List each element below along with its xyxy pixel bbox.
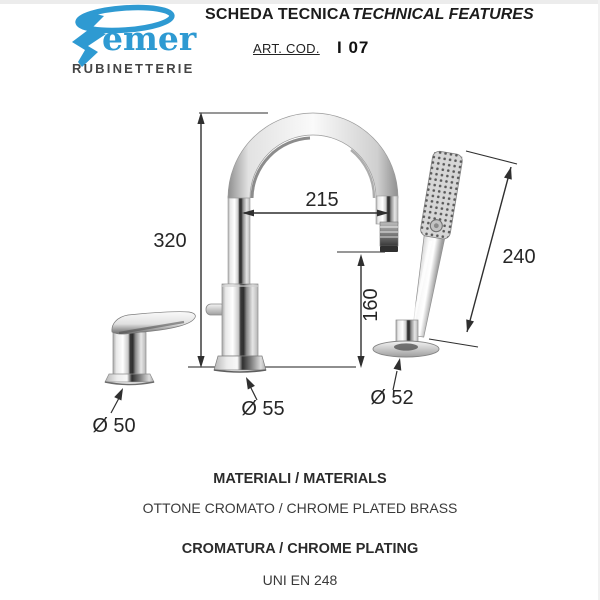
mixer-handle xyxy=(105,312,195,385)
handle-base-flare xyxy=(105,374,154,382)
dim-spout-diameter xyxy=(241,377,284,420)
plating-title: CROMATURA / CHROME PLATING xyxy=(181,541,419,557)
dim-label-240: 240 xyxy=(502,246,536,268)
spout-column xyxy=(222,284,258,356)
art-code-value: I 07 xyxy=(337,38,370,57)
dim-spout-reach xyxy=(242,189,389,216)
logo-wordmark: emer xyxy=(102,19,197,58)
plating-value: UNI EN 248 xyxy=(262,572,338,588)
handle-body xyxy=(113,332,146,376)
handle-base-rim xyxy=(105,382,154,385)
dimension-annotations xyxy=(92,112,535,437)
spout-down-tube xyxy=(376,196,398,224)
sheet-title-italian: SCHEDA TECNICA xyxy=(205,6,351,23)
dim-label-320: 320 xyxy=(153,230,187,252)
dim-label-d52: Ø 52 xyxy=(370,387,414,409)
dim-handle-diameter xyxy=(92,388,135,437)
spout-riser-tube xyxy=(228,196,250,286)
remer-logo xyxy=(58,2,206,78)
dim-label-215: 215 xyxy=(305,189,339,211)
sheet-title-english: TECHNICAL FEATURES xyxy=(352,6,534,23)
materials-value: OTTONE CROMATO / CHROME PLATED BRASS xyxy=(142,500,458,516)
hand-shower-wand xyxy=(403,150,463,338)
dim-hand-shower-diameter xyxy=(370,358,413,409)
art-code-label: ART. COD. xyxy=(253,41,320,56)
dim-label-d50: Ø 50 xyxy=(92,415,136,437)
dim-label-d55: Ø 55 xyxy=(241,398,285,420)
spout-outlet xyxy=(380,222,398,246)
spout xyxy=(206,113,398,372)
materials-title: MATERIALI / MATERIALS xyxy=(213,471,387,487)
spout-aerator xyxy=(380,246,398,252)
spout-base-flange xyxy=(214,356,266,370)
logo-subtitle: RUBINETTERIE xyxy=(72,61,195,76)
dim-label-160: 160 xyxy=(360,288,382,322)
bath-mixer-technical-drawing xyxy=(0,90,600,480)
